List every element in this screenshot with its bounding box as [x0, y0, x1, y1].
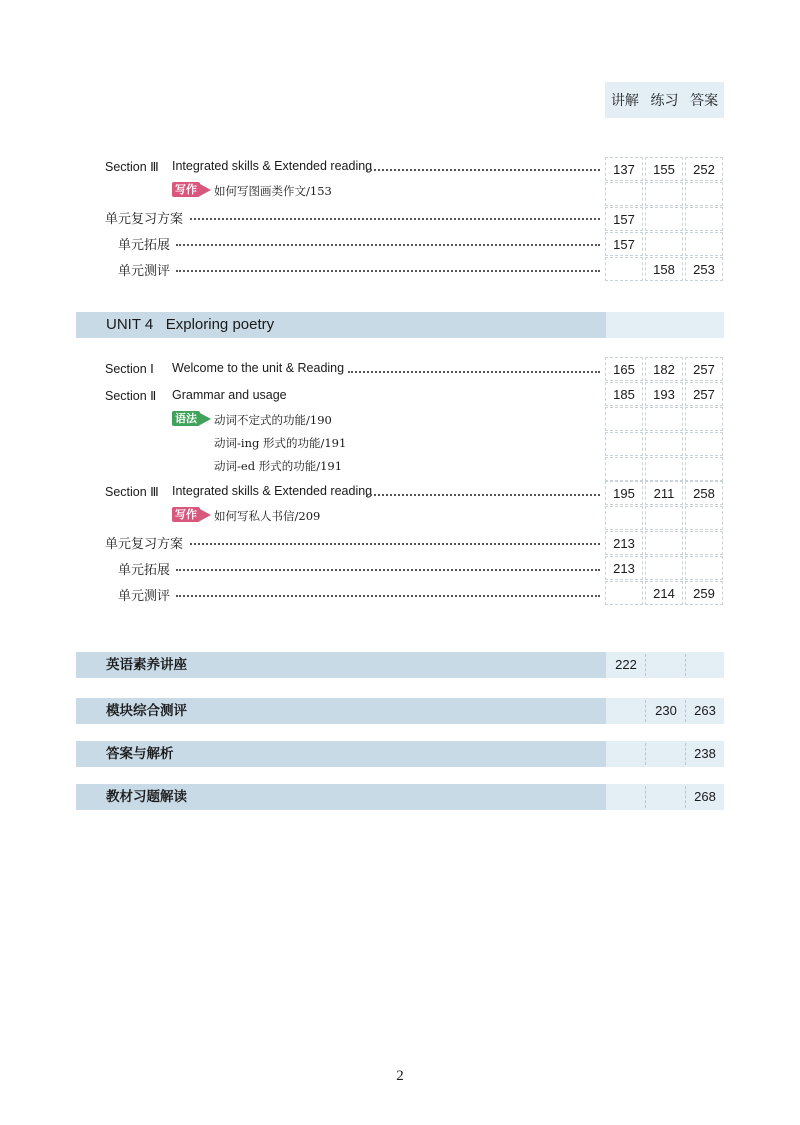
- page-cell: [605, 432, 643, 456]
- dot-leader: [190, 218, 600, 220]
- page-number: [607, 698, 645, 724]
- page-number: 238: [694, 746, 716, 761]
- section-title[interactable]: Welcome to the unit & Reading: [172, 361, 345, 375]
- page-number: [647, 784, 685, 810]
- section-title[interactable]: Integrated skills & Extended reading: [172, 159, 373, 173]
- page-cell: [645, 457, 683, 481]
- page-cell: [685, 506, 723, 530]
- page-cell: [645, 531, 683, 555]
- unit-review-label[interactable]: 单元复习方案: [105, 212, 184, 227]
- page-cell: [685, 457, 723, 481]
- column-answers: 答案: [690, 93, 719, 109]
- page-cell: 252: [685, 157, 723, 181]
- page-number: 230: [655, 703, 677, 718]
- page-cell: 213: [605, 556, 643, 580]
- dot-leader: [190, 543, 600, 545]
- page-number: [607, 784, 645, 810]
- page-cell: 165: [605, 357, 643, 381]
- column-practice: 练习: [650, 93, 679, 109]
- toc-banner[interactable]: [76, 741, 724, 767]
- writing-tag: [172, 507, 211, 522]
- unit-test-label[interactable]: 单元测评: [118, 589, 171, 604]
- page-cell: [685, 207, 723, 231]
- page-cell: [645, 506, 683, 530]
- page-cell: 158: [645, 257, 683, 281]
- dot-leader: [348, 371, 600, 373]
- page-number: [607, 741, 645, 767]
- section-label: Section Ⅲ: [105, 485, 159, 499]
- toc-banner[interactable]: [76, 698, 724, 724]
- grammar-topic[interactable]: 动词不定式的功能/190: [214, 413, 332, 427]
- section-label: Section Ⅱ: [105, 389, 157, 403]
- column-divider: [645, 700, 646, 722]
- column-divider: [645, 654, 646, 676]
- page-cell: [605, 506, 643, 530]
- page-cell: 157: [605, 232, 643, 256]
- banner-title: 教材习题解读: [106, 789, 187, 805]
- page-cell: 257: [685, 357, 723, 381]
- arrow-icon: [200, 509, 211, 521]
- unit-extension-label[interactable]: 单元拓展: [118, 563, 171, 578]
- page-cell: 182: [645, 357, 683, 381]
- toc-banner[interactable]: [76, 784, 724, 810]
- unit-review-label[interactable]: 单元复习方案: [105, 537, 184, 552]
- page-cell: [605, 257, 643, 281]
- page-cell: 258: [685, 481, 723, 505]
- page-footer-number: 2: [396, 1068, 404, 1084]
- section-label: Section Ⅲ: [105, 160, 159, 174]
- page-cell: [605, 457, 643, 481]
- page-cell: [605, 581, 643, 605]
- writing-badge: 写作: [172, 182, 200, 197]
- toc-banner[interactable]: [76, 652, 724, 678]
- page-cell: 259: [685, 581, 723, 605]
- page-number: [686, 652, 724, 678]
- writing-topic[interactable]: 如何写图画类作文/153: [214, 184, 332, 198]
- column-explain: 讲解: [610, 93, 639, 109]
- page-cell: [685, 531, 723, 555]
- page-cell: [645, 407, 683, 431]
- page-cell: 185: [605, 382, 643, 406]
- grammar-tag: [172, 411, 211, 426]
- page-cell: 137: [605, 157, 643, 181]
- grammar-topic[interactable]: 动词-ed 形式的功能/191: [214, 459, 343, 473]
- writing-topic[interactable]: 如何写私人书信/209: [214, 509, 321, 523]
- writing-badge: 写作: [172, 507, 200, 522]
- unit-banner[interactable]: [76, 312, 724, 338]
- page-cell: [685, 432, 723, 456]
- column-divider: [645, 743, 646, 765]
- grammar-topic[interactable]: 动词-ing 形式的功能/191: [214, 436, 347, 450]
- page-number: 263: [694, 703, 716, 718]
- page-cell: [685, 407, 723, 431]
- page-cell: [645, 556, 683, 580]
- dot-leader: [176, 270, 600, 272]
- banner-title: 英语素养讲座: [106, 657, 187, 673]
- dot-leader: [366, 494, 600, 496]
- grammar-badge: 语法: [172, 411, 200, 426]
- page-cell: [605, 407, 643, 431]
- section-title[interactable]: Integrated skills & Extended reading: [172, 484, 373, 498]
- page-number: [647, 652, 685, 678]
- page-cell: 253: [685, 257, 723, 281]
- page-cell: [645, 182, 683, 206]
- page-cell: [645, 432, 683, 456]
- column-header: [605, 82, 724, 118]
- banner-title: 答案与解析: [106, 746, 174, 762]
- column-divider: [645, 786, 646, 808]
- dot-leader: [366, 169, 600, 171]
- page-cell: 157: [605, 207, 643, 231]
- writing-tag: [172, 182, 211, 197]
- page-cell: [645, 207, 683, 231]
- page-cell: [605, 182, 643, 206]
- unit-test-label[interactable]: 单元测评: [118, 264, 171, 279]
- banner-column-bg: [606, 312, 724, 338]
- page-cell: [685, 556, 723, 580]
- section-label: Section Ⅰ: [105, 362, 154, 376]
- dot-leader: [176, 595, 600, 597]
- page-cell: 214: [645, 581, 683, 605]
- page-cell: [645, 232, 683, 256]
- page-number: [647, 741, 685, 767]
- page-number: 222: [615, 657, 637, 672]
- page-cell: 257: [685, 382, 723, 406]
- page-cell: 195: [605, 481, 643, 505]
- section-title[interactable]: Grammar and usage: [172, 388, 287, 402]
- page-cell: 211: [645, 481, 683, 505]
- arrow-icon: [200, 184, 211, 196]
- banner-title: 模块综合测评: [106, 703, 187, 719]
- page-cell: 155: [645, 157, 683, 181]
- page-cell: 213: [605, 531, 643, 555]
- page-cell: [685, 232, 723, 256]
- unit-title: UNIT 4 Exploring poetry: [106, 316, 275, 333]
- page-cell: [685, 182, 723, 206]
- dot-leader: [176, 569, 600, 571]
- unit-extension-label[interactable]: 单元拓展: [118, 238, 171, 253]
- page-cell: 193: [645, 382, 683, 406]
- page-number: 268: [694, 789, 716, 804]
- dot-leader: [176, 244, 600, 246]
- arrow-icon: [200, 413, 211, 425]
